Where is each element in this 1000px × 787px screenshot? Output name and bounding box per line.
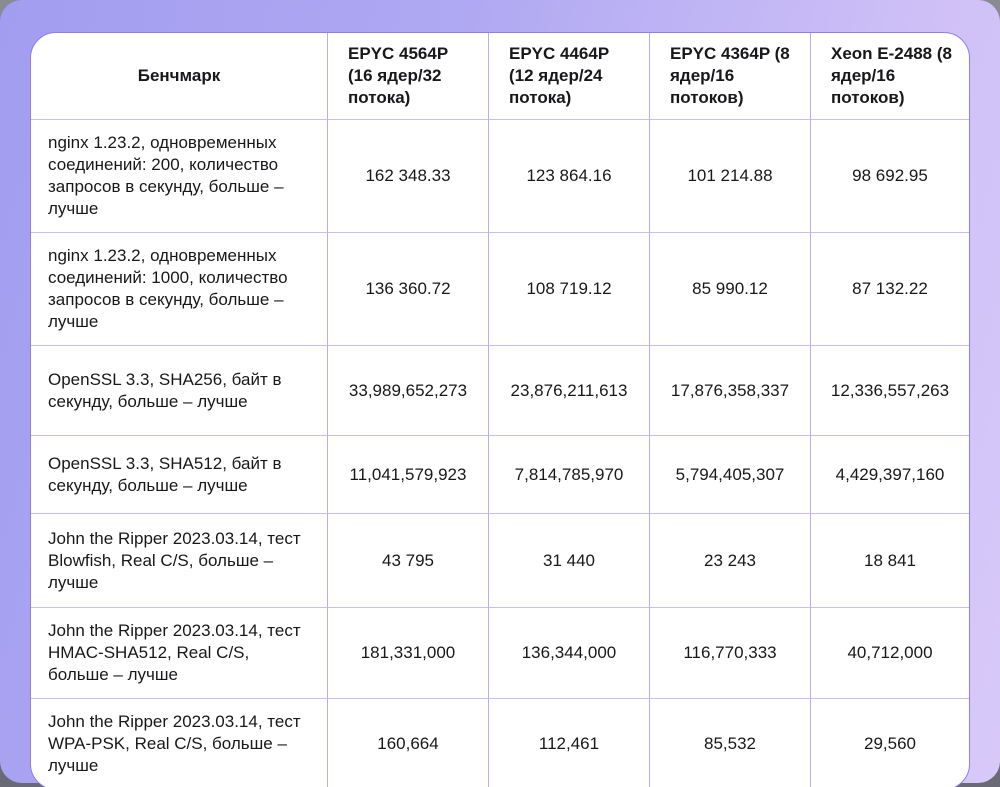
value-cell: 136,344,000: [488, 607, 649, 698]
value-cell: 31 440: [488, 513, 649, 607]
value-cell: 18 841: [810, 513, 969, 607]
benchmark-cell: OpenSSL 3.3, SHA512, байт в секунду, больше – лучше: [31, 435, 327, 513]
value-cell: 43 795: [327, 513, 488, 607]
value-cell: 112,461: [488, 698, 649, 787]
value-cell: 181,331,000: [327, 607, 488, 698]
value-cell: 17,876,358,337: [649, 345, 810, 435]
header-cell-epyc-4464p: EPYC 4464P (12 ядер/24 потока): [488, 33, 649, 119]
header-cell-epyc-4364p: EPYC 4364P (8 ядер/16 потоков): [649, 33, 810, 119]
header-cell-xeon-e2488: Xeon E-2488 (8 ядер/16 потоков): [810, 33, 969, 119]
table-row: [31, 607, 969, 698]
value-cell: 160,664: [327, 698, 488, 787]
value-cell: 40,712,000: [810, 607, 969, 698]
header-cell-benchmark: Бенчмарк: [137, 66, 221, 85]
table-header-row: [31, 33, 969, 119]
value-cell: 116,770,333: [649, 607, 810, 698]
table-row: [31, 119, 969, 232]
value-cell: 108 719.12: [488, 232, 649, 345]
value-cell: 23 243: [649, 513, 810, 607]
benchmark-cell: John the Ripper 2023.03.14, тест Blowfish, Real C/S, больше – лучше: [31, 513, 327, 607]
value-cell: 5,794,405,307: [649, 435, 810, 513]
table-row: [31, 698, 969, 787]
value-cell: 123 864.16: [488, 119, 649, 232]
table-row: [31, 232, 969, 345]
benchmark-cell: John the Ripper 2023.03.14, тест WPA-PSK, Real C/S, больше – лучше: [31, 698, 327, 787]
value-cell: 162 348.33: [327, 119, 488, 232]
table-row: [31, 435, 969, 513]
value-cell: 85,532: [649, 698, 810, 787]
benchmark-cell: OpenSSL 3.3, SHA256, байт в секунду, больше – лучше: [31, 345, 327, 435]
table-row: [31, 345, 969, 435]
value-cell: 11,041,579,923: [327, 435, 488, 513]
value-cell: 33,989,652,273: [327, 345, 488, 435]
value-cell: 87 132.22: [810, 232, 969, 345]
table-row: [31, 513, 969, 607]
value-cell: 23,876,211,613: [488, 345, 649, 435]
value-cell: 101 214.88: [649, 119, 810, 232]
header-cell-epyc-4564p: EPYC 4564P (16 ядер/32 потока): [327, 33, 488, 119]
value-cell: 4,429,397,160: [810, 435, 969, 513]
value-cell: 12,336,557,263: [810, 345, 969, 435]
benchmark-cell: John the Ripper 2023.03.14, тест HMAC-SHA512, Real C/S, больше – лучше: [31, 607, 327, 698]
benchmark-cell: nginx 1.23.2, одновременных соединений: 1000, количество запросов в секунду, больше – лучше: [31, 232, 327, 345]
value-cell: 136 360.72: [327, 232, 488, 345]
value-cell: 85 990.12: [649, 232, 810, 345]
value-cell: 98 692.95: [810, 119, 969, 232]
value-cell: 29,560: [810, 698, 969, 787]
value-cell: 7,814,785,970: [488, 435, 649, 513]
benchmark-cell: nginx 1.23.2, одновременных соединений: 200, количество запросов в секунду, больше – лучше: [31, 119, 327, 232]
benchmark-table: [30, 32, 970, 787]
